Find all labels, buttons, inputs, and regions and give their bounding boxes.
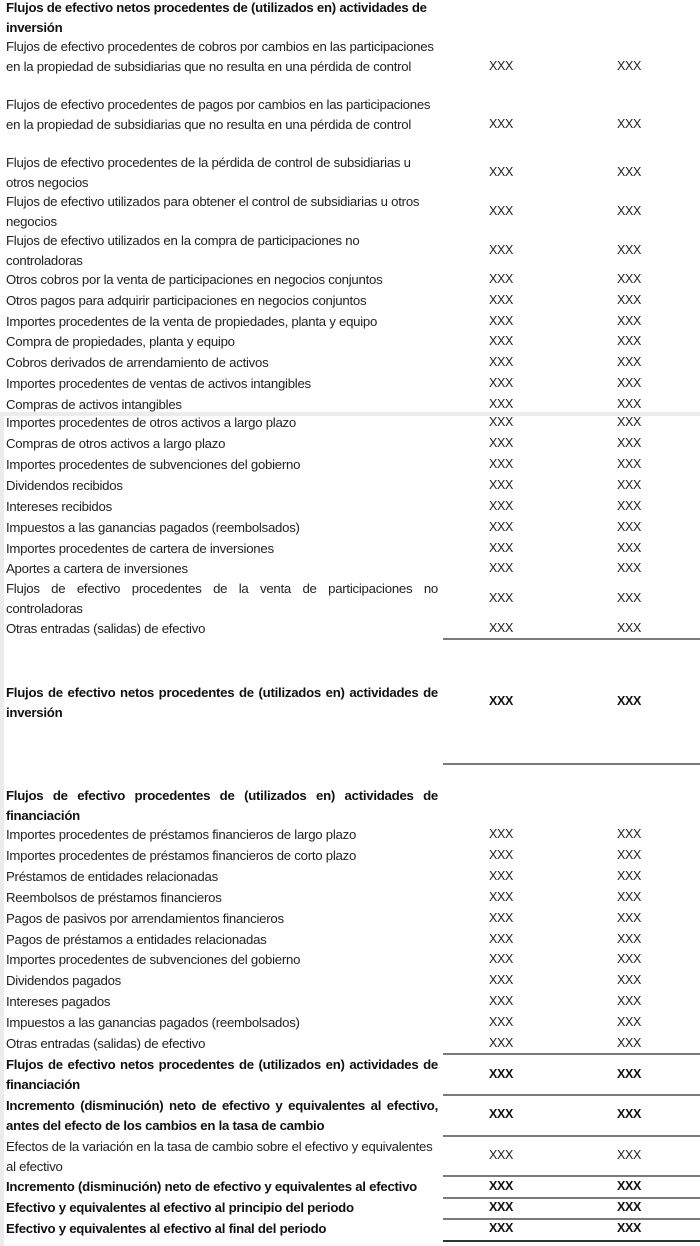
- investing-item-value-prior: XXX: [616, 591, 642, 605]
- fx-effect-value-current: XXX: [488, 1148, 514, 1162]
- total-rule: [443, 1175, 700, 1177]
- final-total-rule: [443, 1240, 700, 1242]
- investing-item-label: Flujos de efectivo utilizados para obtener el control de subsidiarias u otros negocios: [6, 194, 420, 229]
- investing-item-value-prior: XXX: [616, 621, 642, 635]
- financing-item-value-current: XXX: [488, 973, 514, 987]
- increase-before-fx-value-prior: XXX: [616, 1107, 642, 1121]
- investing-item-label: Cobros derivados de arrendamiento de activos: [6, 355, 269, 370]
- investing-item-value-current: XXX: [488, 165, 514, 179]
- financing-item-value-prior: XXX: [616, 890, 642, 904]
- investing-item-value-prior: XXX: [616, 397, 642, 411]
- investing-item-label: Compra de propiedades, planta y equipo: [6, 334, 235, 349]
- investing-item-label: Impuestos a las ganancias pagados (reembolsados): [6, 520, 300, 535]
- financing-item-value-prior: XXX: [616, 848, 642, 862]
- financing-item-value-current: XXX: [488, 848, 514, 862]
- financing-item-value-prior: XXX: [616, 911, 642, 925]
- investing-item-value-prior: XXX: [616, 541, 642, 555]
- subtotal-rule: [443, 638, 700, 640]
- investing-item-label: Dividendos recibidos: [6, 478, 123, 493]
- increase-before-fx-label: Incremento (disminución) neto de efectivo y equivalentes al efectivo, antes del efecto de los cambios en la tasa de cambio: [6, 1098, 438, 1133]
- financing-item-value-current: XXX: [488, 911, 514, 925]
- investing-item-value-current: XXX: [488, 478, 514, 492]
- investing-item-value-prior: XXX: [616, 293, 642, 307]
- financing-item-label: Importes procedentes de subvenciones del gobierno: [6, 952, 301, 967]
- investing-item-value-prior: XXX: [616, 165, 642, 179]
- financing-item-label: Impuestos a las ganancias pagados (reembolsados): [6, 1015, 300, 1030]
- investing-item-value-current: XXX: [488, 376, 514, 390]
- investing-item-value-current: XXX: [488, 561, 514, 575]
- investing-item-value-current: XXX: [488, 591, 514, 605]
- investing-item-label: Importes procedentes de la venta de propiedades, planta y equipo: [6, 314, 378, 329]
- investing-item-value-current: XXX: [488, 499, 514, 513]
- financing-item-value-prior: XXX: [616, 1036, 642, 1050]
- subtotal-rule: [443, 1053, 700, 1055]
- financing-total-value-prior: XXX: [616, 1067, 642, 1081]
- financing-item-value-current: XXX: [488, 827, 514, 841]
- net-increase-value-prior: XXX: [616, 1179, 642, 1193]
- financing-section-header: Flujos de efectivo procedentes de (utilizados en) actividades de financiación: [6, 788, 438, 823]
- investing-item-value-prior: XXX: [616, 59, 642, 73]
- investing-item-value-prior: XXX: [616, 272, 642, 286]
- total-rule: [443, 1197, 700, 1199]
- financing-item-label: Reembolsos de préstamos financieros: [6, 890, 222, 905]
- investing-item-label: Flujos de efectivo procedentes de la pérdida de control de subsidiarias u otros negocios: [6, 155, 411, 190]
- financing-item-label: Importes procedentes de préstamos financieros de largo plazo: [6, 827, 357, 842]
- investing-item-label: Flujos de efectivo procedentes de cobros por cambios en las participaciones en la propiedad de subsidiarias que no resulta en una pérdida de control: [6, 39, 434, 74]
- financing-item-label: Importes procedentes de préstamos financieros de corto plazo: [6, 848, 357, 863]
- financing-item-value-prior: XXX: [616, 952, 642, 966]
- net-increase-label: Incremento (disminución) neto de efectivo y equivalentes al efectivo: [6, 1179, 417, 1194]
- investing-item-value-prior: XXX: [616, 415, 642, 429]
- investing-item-value-prior: XXX: [616, 243, 642, 257]
- financing-item-value-prior: XXX: [616, 869, 642, 883]
- investing-item-label: Importes procedentes de cartera de inversiones: [6, 541, 274, 556]
- cash-beginning-label: Efectivo y equivalentes al efectivo al principio del periodo: [6, 1200, 354, 1215]
- cash-end-label: Efectivo y equivalentes al efectivo al final del periodo: [6, 1221, 327, 1236]
- financing-item-value-prior: XXX: [616, 932, 642, 946]
- total-rule: [443, 1135, 700, 1137]
- investing-item-label: Otros pagos para adquirir participaciones en negocios conjuntos: [6, 293, 367, 308]
- investing-item-value-current: XXX: [488, 415, 514, 429]
- investing-item-value-current: XXX: [488, 59, 514, 73]
- investing-item-value-prior: XXX: [616, 117, 642, 131]
- investing-item-value-prior: XXX: [616, 334, 642, 348]
- increase-before-fx-value-current: XXX: [488, 1107, 514, 1121]
- financing-item-label: Pagos de pasivos por arrendamientos financieros: [6, 911, 284, 926]
- financing-item-value-prior: XXX: [616, 994, 642, 1008]
- investing-item-value-current: XXX: [488, 436, 514, 450]
- financing-item-value-current: XXX: [488, 932, 514, 946]
- investing-item-label: Aportes a cartera de inversiones: [6, 561, 188, 576]
- investing-item-value-prior: XXX: [616, 520, 642, 534]
- investing-item-value-prior: XXX: [616, 499, 642, 513]
- net-increase-value-current: XXX: [488, 1179, 514, 1193]
- investing-item-value-current: XXX: [488, 243, 514, 257]
- financing-item-value-prior: XXX: [616, 973, 642, 987]
- investing-item-value-prior: XXX: [616, 204, 642, 218]
- cash-beginning-value-current: XXX: [488, 1200, 514, 1214]
- financing-item-value-current: XXX: [488, 1015, 514, 1029]
- investing-item-value-prior: XXX: [616, 436, 642, 450]
- investing-item-value-current: XXX: [488, 457, 514, 471]
- fx-effect-label: Efectos de la variación en la tasa de cambio sobre el efectivo y equivalentes al efectivo: [6, 1139, 433, 1174]
- investing-item-label: Flujos de efectivo procedentes de pagos por cambios en las participaciones en la propiedad de subsidiarias que no resulta en una pérdida de control: [6, 97, 431, 132]
- investing-item-label: Compras de activos intangibles: [6, 397, 182, 412]
- investing-item-value-current: XXX: [488, 204, 514, 218]
- investing-item-value-current: XXX: [488, 272, 514, 286]
- investing-item-value-prior: XXX: [616, 355, 642, 369]
- financing-item-value-current: XXX: [488, 952, 514, 966]
- investing-item-value-current: XXX: [488, 314, 514, 328]
- financing-item-value-current: XXX: [488, 994, 514, 1008]
- financing-item-label: Préstamos de entidades relacionadas: [6, 869, 218, 884]
- financing-item-label: Intereses pagados: [6, 994, 111, 1009]
- investing-item-value-prior: XXX: [616, 457, 642, 471]
- investing-total-label: Flujos de efectivo netos procedentes de (utilizados en) actividades de inversión: [6, 685, 438, 720]
- investing-item-value-current: XXX: [488, 117, 514, 131]
- investing-item-value-current: XXX: [488, 520, 514, 534]
- financing-item-value-prior: XXX: [616, 827, 642, 841]
- investing-item-value-current: XXX: [488, 621, 514, 635]
- investing-section-header: Flujos de efectivo netos procedentes de (utilizados en) actividades de inversión: [6, 0, 427, 35]
- financing-total-label: Flujos de efectivo netos procedentes de (utilizados en) actividades de financiación: [6, 1057, 438, 1092]
- financing-item-value-current: XXX: [488, 869, 514, 883]
- total-rule: [443, 1218, 700, 1220]
- financing-item-label: Dividendos pagados: [6, 973, 122, 988]
- cash-end-value-prior: XXX: [616, 1221, 642, 1235]
- investing-item-label: Otros cobros por la venta de participaciones en negocios conjuntos: [6, 272, 383, 287]
- total-rule: [443, 763, 700, 765]
- investing-total-value-prior: XXX: [616, 694, 642, 708]
- financing-item-value-current: XXX: [488, 1036, 514, 1050]
- investing-item-label: Otras entradas (salidas) de efectivo: [6, 621, 206, 636]
- investing-item-value-prior: XXX: [616, 314, 642, 328]
- investing-item-value-prior: XXX: [616, 376, 642, 390]
- investing-item-value-prior: XXX: [616, 561, 642, 575]
- financing-item-label: Otras entradas (salidas) de efectivo: [6, 1036, 206, 1051]
- cash-beginning-value-prior: XXX: [616, 1200, 642, 1214]
- financing-item-value-prior: XXX: [616, 1015, 642, 1029]
- investing-item-value-current: XXX: [488, 355, 514, 369]
- fx-effect-value-prior: XXX: [616, 1148, 642, 1162]
- investing-item-label: Importes procedentes de subvenciones del gobierno: [6, 457, 301, 472]
- financing-item-label: Pagos de préstamos a entidades relacionadas: [6, 932, 267, 947]
- investing-item-label: Flujos de efectivo utilizados en la compra de participaciones no controladoras: [6, 233, 360, 268]
- investing-item-label: Importes procedentes de otros activos a largo plazo: [6, 415, 296, 430]
- investing-item-value-prior: XXX: [616, 478, 642, 492]
- left-margin-strip: [0, 415, 4, 1246]
- financing-item-value-current: XXX: [488, 890, 514, 904]
- investing-item-value-current: XXX: [488, 541, 514, 555]
- investing-item-label: Compras de otros activos a largo plazo: [6, 436, 226, 451]
- investing-item-value-current: XXX: [488, 293, 514, 307]
- cash-end-value-current: XXX: [488, 1221, 514, 1235]
- investing-item-value-current: XXX: [488, 397, 514, 411]
- investing-total-value-current: XXX: [488, 694, 514, 708]
- investing-item-value-current: XXX: [488, 334, 514, 348]
- financing-total-value-current: XXX: [488, 1067, 514, 1081]
- investing-item-label: Intereses recibidos: [6, 499, 112, 514]
- total-rule: [443, 1094, 700, 1096]
- investing-item-label: Importes procedentes de ventas de activos intangibles: [6, 376, 311, 391]
- investing-item-label: Flujos de efectivo procedentes de la venta de participaciones no controladoras: [6, 581, 438, 616]
